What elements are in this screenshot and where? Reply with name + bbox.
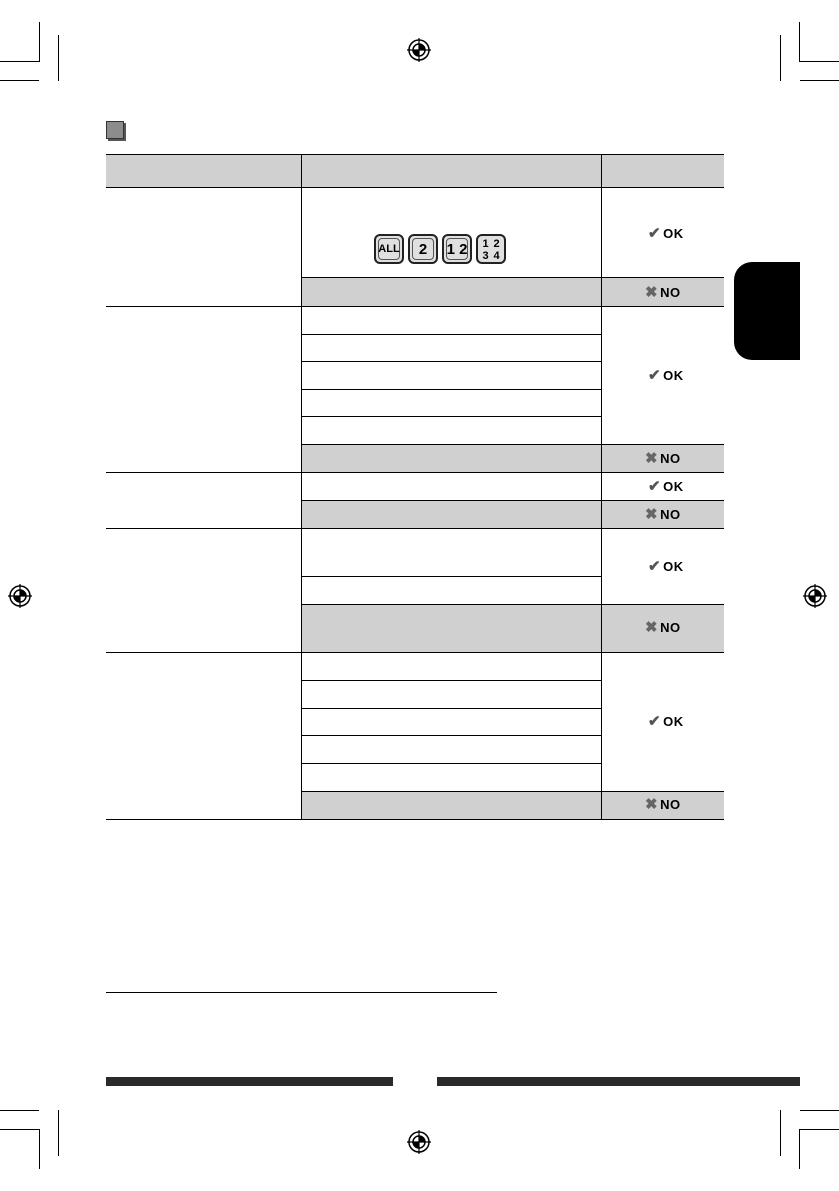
registration-mark-icon — [407, 38, 431, 62]
region-all-icon: ALL — [374, 234, 404, 264]
cross-icon: ✖ — [645, 506, 659, 523]
status-ok-badge: ✔ OK — [648, 558, 684, 575]
table-rule — [302, 680, 601, 681]
table-rule — [106, 306, 724, 307]
status-no-badge: ✖ NO — [645, 506, 681, 523]
checkmark-icon: ✔ — [648, 713, 662, 730]
crop-mark — [0, 1129, 39, 1130]
region-1-2-3-4-icon: 1 2 3 4 — [476, 234, 506, 264]
table-rule — [302, 277, 724, 278]
checkmark-icon: ✔ — [648, 367, 662, 384]
language-side-tab — [734, 262, 800, 360]
table-rule — [302, 576, 601, 577]
region-1-2-icon: 1 2 — [442, 234, 472, 264]
table-rule — [106, 154, 724, 155]
footer-bar-left — [106, 1077, 393, 1086]
table-rule — [302, 389, 601, 390]
table-rule — [106, 528, 724, 529]
crop-mark — [0, 80, 39, 81]
table-rule — [302, 791, 724, 792]
crop-mark — [799, 22, 800, 62]
status-no-badge: ✖ NO — [645, 450, 681, 467]
checkmark-icon: ✔ — [648, 225, 662, 242]
status-ok-badge: ✔ OK — [648, 225, 684, 242]
crop-mark — [58, 35, 59, 81]
table-rule — [302, 763, 601, 764]
crop-mark — [0, 61, 39, 62]
status-no-badge: ✖ NO — [645, 284, 681, 301]
cross-icon: ✖ — [645, 796, 659, 813]
table-rule — [302, 708, 601, 709]
table-rule — [601, 154, 602, 819]
table-rule — [106, 187, 724, 188]
crop-mark — [800, 80, 839, 81]
status-no-badge: ✖ NO — [645, 619, 681, 636]
table-rule — [302, 334, 601, 335]
crop-mark — [780, 1110, 781, 1156]
crop-mark — [39, 22, 40, 62]
cross-icon: ✖ — [645, 450, 659, 467]
table-rule — [302, 604, 724, 605]
cross-icon: ✖ — [645, 284, 659, 301]
crop-mark — [39, 1129, 40, 1169]
footer-bar-right — [437, 1077, 800, 1086]
crop-mark — [800, 1129, 839, 1130]
crop-mark — [58, 1110, 59, 1156]
checkmark-icon: ✔ — [648, 558, 662, 575]
table-rule — [106, 652, 724, 653]
region-code-icons — [374, 234, 506, 264]
status-ok-badge: ✔ OK — [648, 367, 684, 384]
table-rule — [302, 500, 724, 501]
footnote-separator — [106, 992, 497, 993]
region-2-icon: 2 — [408, 234, 438, 264]
registration-mark-icon — [8, 584, 32, 608]
table-rule — [106, 819, 724, 820]
status-no-badge: ✖ NO — [645, 796, 681, 813]
crop-mark — [800, 1110, 839, 1111]
registration-mark-icon — [803, 584, 827, 608]
table-rule — [301, 154, 302, 819]
status-ok-badge: ✔ OK — [648, 478, 684, 495]
table-rule — [302, 444, 724, 445]
table-header-row — [106, 154, 724, 188]
crop-mark — [799, 1129, 800, 1169]
checkmark-icon: ✔ — [648, 478, 662, 495]
table-rule — [302, 361, 601, 362]
table-rule — [302, 416, 601, 417]
cross-icon: ✖ — [645, 619, 659, 636]
gray-square-icon — [106, 121, 124, 139]
crop-mark — [0, 1110, 39, 1111]
crop-mark — [800, 61, 839, 62]
table-rule — [106, 472, 724, 473]
crop-mark — [780, 35, 781, 81]
registration-mark-icon — [407, 1130, 431, 1154]
table-rule — [302, 735, 601, 736]
status-ok-badge: ✔ OK — [648, 713, 684, 730]
